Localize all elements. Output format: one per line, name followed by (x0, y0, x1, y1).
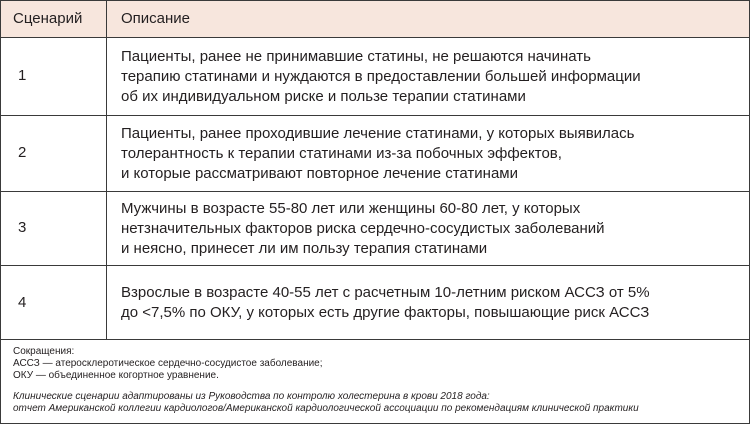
description-line: до <7,5% по ОКУ, у которых есть другие факторы, повышающие риск АССЗ (121, 304, 650, 321)
description-line: Взрослые в возрасте 40-55 лет с расчетным 10-летним риском АССЗ от 5% (121, 284, 650, 301)
row-number: 1 (18, 67, 27, 84)
row-number: 2 (18, 144, 27, 161)
abbreviation-line: АССЗ — атеросклеротическое сердечно-сосудистое заболевание; (13, 358, 323, 369)
table-row (1, 116, 749, 192)
header-description: Описание (121, 10, 191, 27)
description-line: и неясно, принесет ли им пользу терапия статинами (121, 240, 488, 257)
table-row (1, 192, 749, 266)
abbreviation-line: ОКУ — объединенное когортное уравнение. (13, 370, 219, 381)
row-number: 3 (18, 219, 27, 236)
source-line: отчет Американской коллегии кардиологов/Американской кардиологической ассоциации по рекомендациям клинической практики (13, 403, 639, 414)
row-description (121, 124, 741, 184)
row-description (121, 283, 741, 323)
description-line: и которые рассматривают повторное лечение статинами (121, 165, 519, 182)
source-line: Клинические сценарии адаптированы из Руководства по контролю холестерина в крови 2018 года: (13, 391, 490, 402)
abbreviations-title: Сокращения: (13, 346, 75, 357)
table-header (1, 1, 749, 38)
description-line: об их индивидуальном риске и пользе терапии статинами (121, 88, 526, 105)
footnotes (13, 346, 743, 415)
description-line: нетзначительных факторов риска сердечно-сосудистых заболеваний (121, 220, 605, 237)
header-scenario: Сценарий (13, 10, 83, 27)
row-description (121, 47, 741, 107)
description-line: терапию статинами и нуждаются в предоставлении большей информации (121, 68, 641, 85)
row-number: 4 (18, 294, 27, 311)
description-line: Пациенты, ранее не принимавшие статины, не решаются начинать (121, 48, 591, 65)
description-line: Мужчины в возрасте 55-80 лет или женщины 60-80 лет, у которых (121, 200, 581, 217)
description-line: Пациенты, ранее проходившие лечение статинами, у которых выявилась (121, 125, 635, 142)
table-row (1, 266, 749, 340)
row-description (121, 199, 741, 259)
description-line: толерантность к терапии статинами из-за побочных эффектов, (121, 145, 562, 162)
table-row (1, 38, 749, 116)
